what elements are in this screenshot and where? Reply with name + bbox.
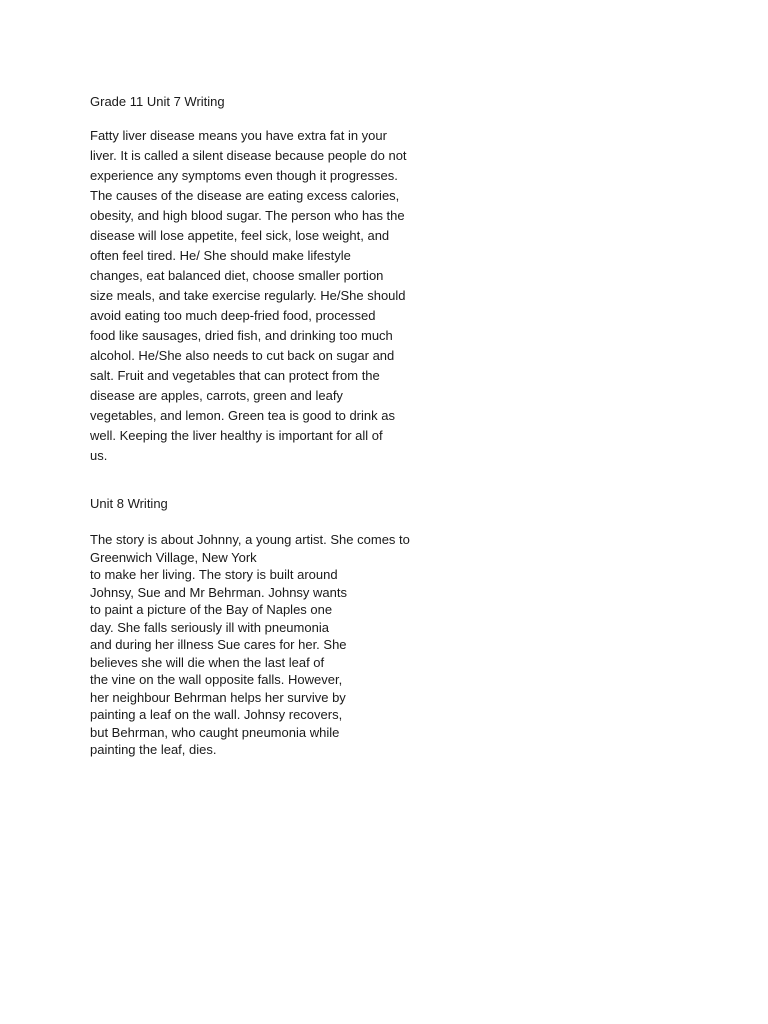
- text-line: avoid eating too much deep-fried food, processed: [90, 308, 376, 323]
- text-line: The story is about Johnny, a young artist. She comes to: [90, 532, 410, 547]
- text-line: to paint a picture of the Bay of Naples one: [90, 602, 333, 617]
- text-line: Fatty liver disease means you have extra fat in your: [90, 128, 387, 143]
- text-line: to make her living. The story is built around: [90, 567, 338, 582]
- text-line: but Behrman, who caught pneumonia while: [90, 724, 340, 740]
- paragraph-unit-7: [90, 126, 410, 466]
- text-line: disease will lose appetite, feel sick, lose weight, and: [90, 228, 390, 243]
- text-line: Greenwich Village, New York: [90, 549, 257, 565]
- text-line: believes she will die when the last leaf of: [90, 654, 325, 670]
- text-line: Johnsy, Sue and Mr Behrman. Johnsy wants: [90, 584, 347, 600]
- text-line: the vine on the wall opposite falls. However,: [90, 672, 343, 687]
- text-line: salt. Fruit and vegetables that can protect from the: [90, 368, 380, 383]
- text-line: food like sausages, dried fish, and drinking too much: [90, 328, 393, 343]
- text-line: and during her illness Sue cares for her. She: [90, 637, 347, 652]
- text-line: obesity, and high blood sugar. The person who has the: [90, 208, 405, 223]
- text-line: size meals, and take exercise regularly. He/She should: [90, 288, 406, 303]
- text-line: liver. It is called a silent disease because people do not: [90, 148, 407, 163]
- text-line: alcohol. He/She also needs to cut back on sugar and: [90, 348, 395, 363]
- text-line: experience any symptoms even though it progresses.: [90, 168, 398, 183]
- text-line: The causes of the disease are eating excess calories,: [90, 188, 400, 203]
- text-line: us.: [90, 448, 108, 463]
- text-line: painting a leaf on the wall. Johnsy recovers,: [90, 707, 343, 722]
- text-line: vegetables, and lemon. Green tea is good to drink as: [90, 408, 395, 423]
- text-line: painting the leaf, dies.: [90, 742, 217, 757]
- text-line: day. She falls seriously ill with pneumonia: [90, 619, 329, 635]
- section-heading-unit-7: Grade 11 Unit 7 Writing: [90, 94, 225, 109]
- text-line: well. Keeping the liver healthy is important for all of: [90, 428, 383, 443]
- text-line: her neighbour Behrman helps her survive by: [90, 689, 346, 705]
- text-line: changes, eat balanced diet, choose smaller portion: [90, 268, 384, 283]
- section-heading-unit-8: Unit 8 Writing: [90, 496, 168, 511]
- paragraph-unit-8: [90, 531, 420, 759]
- text-line: disease are apples, carrots, green and leafy: [90, 388, 343, 403]
- text-line: often feel tired. He/ She should make lifestyle: [90, 248, 351, 263]
